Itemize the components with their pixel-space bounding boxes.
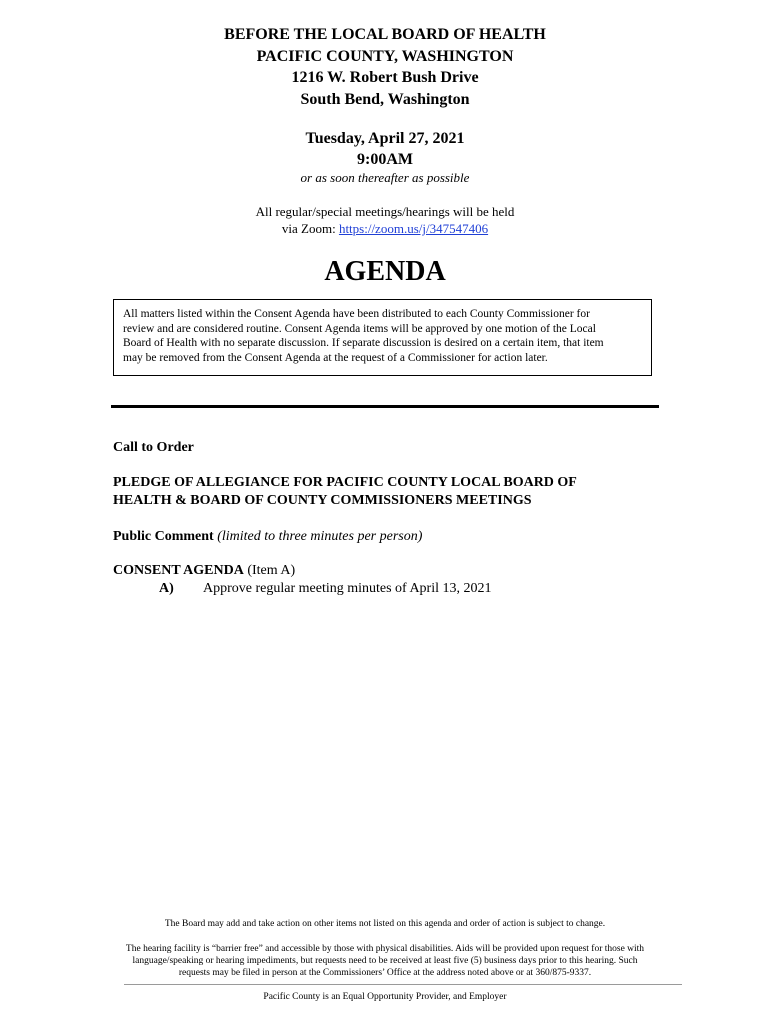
agenda-item-letter: A) bbox=[159, 581, 174, 596]
zoom-link[interactable]: https://zoom.us/j/347547406 bbox=[338, 221, 489, 236]
footer-note: The Board may add and take action on other items not listed on this agenda and order of action is subject to change. bbox=[164, 919, 606, 929]
zoom-info bbox=[0, 203, 770, 237]
consent-note-line: All matters listed within the Consent Agenda have been distributed to each County Commissioner for bbox=[123, 308, 590, 320]
consent-agenda-label: CONSENT AGENDA bbox=[113, 563, 244, 578]
meeting-date: Tuesday, April 27, 2021 bbox=[305, 130, 465, 147]
header-line-city: South Bend, Washington bbox=[300, 90, 470, 108]
pledge-line: PLEDGE OF ALLEGIANCE FOR PACIFIC COUNTY LOCAL BOARD OF bbox=[113, 475, 577, 490]
agenda-title: AGENDA bbox=[324, 256, 446, 287]
consent-note-line: Board of Health with no separate discussion. If separate discussion is desired on a certain item, that item bbox=[123, 337, 604, 349]
footer-accessibility-line: The hearing facility is “barrier free” and accessible by those with physical disabilities. Aids will be provided upon request for those with bbox=[125, 944, 645, 954]
public-comment-label: Public Comment bbox=[113, 529, 214, 544]
pledge-line: HEALTH & BOARD OF COUNTY COMMISSIONERS MEETINGS bbox=[113, 492, 532, 508]
agenda-item-text: Approve regular meeting minutes of April 13, 2021 bbox=[203, 581, 492, 596]
public-comment-note: (limited to three minutes per person) bbox=[217, 529, 423, 544]
header-line-county: PACIFIC COUNTY, WASHINGTON bbox=[256, 47, 514, 65]
public-comment bbox=[113, 528, 422, 546]
consent-note-line: may be removed from the Consent Agenda at the request of a Commissioner for action later. bbox=[123, 351, 548, 364]
consent-agenda-heading bbox=[113, 562, 295, 580]
call-to-order: Call to Order bbox=[113, 440, 194, 455]
footer-employer: Pacific County is an Equal Opportunity Provider, and Employer bbox=[263, 992, 507, 1002]
footer-accessibility bbox=[108, 943, 662, 979]
section-divider bbox=[111, 405, 659, 408]
meeting-datetime bbox=[0, 128, 770, 170]
footer-divider bbox=[124, 984, 682, 985]
zoom-link-line bbox=[0, 220, 770, 237]
zoom-info-line: All regular/special meetings/hearings will be held bbox=[255, 204, 515, 219]
consent-note-box bbox=[113, 299, 652, 376]
footer-accessibility-line: language/speaking or hearing impediments, but requests need to be received at least five (5) business days prior to this hearing. Such bbox=[132, 956, 638, 966]
header-line-address: 1216 W. Robert Bush Drive bbox=[291, 69, 479, 86]
zoom-prefix: via Zoom: bbox=[281, 221, 339, 236]
document-header bbox=[0, 24, 770, 110]
pledge-heading bbox=[113, 474, 577, 509]
meeting-time: 9:00AM bbox=[357, 151, 413, 168]
footer-accessibility-line: requests may be filed in person at the Commissioners’ Office at the address noted above or at 360/875-9337. bbox=[178, 968, 592, 978]
meeting-time-note: or as soon thereafter as possible bbox=[300, 170, 470, 185]
consent-note-line: review and are considered routine. Consent Agenda items will be approved by one motion of the Local bbox=[123, 322, 596, 335]
header-line-board: BEFORE THE LOCAL BOARD OF HEALTH bbox=[224, 26, 546, 43]
consent-agenda-note: (Item A) bbox=[243, 563, 296, 578]
